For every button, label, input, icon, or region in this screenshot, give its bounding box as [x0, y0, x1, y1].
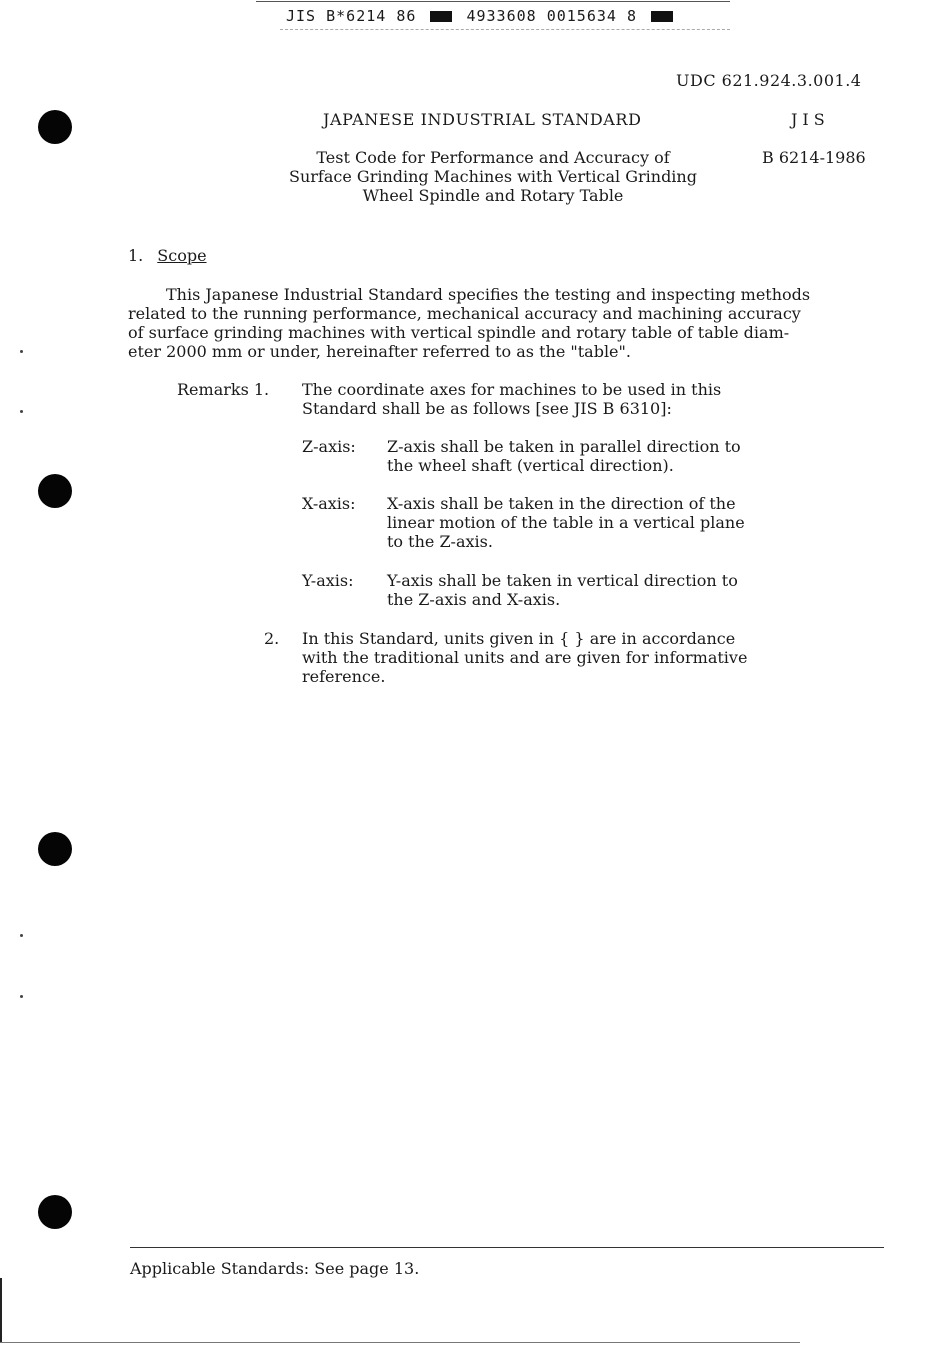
section-title: Scope [157, 246, 207, 265]
scan-speck [20, 934, 23, 937]
header-dash-rule [280, 29, 730, 30]
x-axis-label: X-axis: [302, 494, 356, 513]
axis-line: the wheel shaft (vertical direction). [387, 456, 674, 475]
footer-note: Applicable Standards: See page 13. [130, 1259, 420, 1278]
remark-line: with the traditional units and are given for informative [302, 648, 748, 667]
section-heading [128, 246, 207, 265]
scan-speck [20, 995, 23, 998]
document-title-line: Surface Grinding Machines with Vertical Grinding [289, 167, 697, 186]
punch-hole-icon [38, 110, 72, 144]
axis-line: Y-axis shall be taken in vertical direction to [387, 571, 738, 590]
remark-line: reference. [302, 667, 386, 686]
footer-rule [130, 1247, 884, 1248]
paragraph-line: of surface grinding machines with vertical spindle and rotary table of table diam- [128, 323, 790, 342]
y-axis-text [387, 571, 827, 609]
punch-hole-icon [38, 1195, 72, 1229]
paragraph-line: This Japanese Industrial Standard specifies the testing and inspecting methods [166, 285, 811, 304]
header-top-rule [256, 1, 730, 2]
barcode-block-icon [651, 11, 673, 22]
header-code [286, 7, 677, 25]
punch-hole-icon [38, 474, 72, 508]
axis-line: the Z-axis and X-axis. [387, 590, 561, 609]
axis-line: to the Z-axis. [387, 532, 493, 551]
remark-2-text [302, 629, 842, 686]
document-title [258, 148, 728, 205]
scan-speck [20, 350, 23, 353]
scan-speck [20, 410, 23, 413]
document-title-line: Wheel Spindle and Rotary Table [362, 186, 624, 205]
page-edge-bottom [0, 1342, 800, 1343]
jis-mark: JIS [791, 110, 830, 129]
remark-line: Standard shall be as follows [see JIS B 6310]: [302, 399, 672, 418]
z-axis-label: Z-axis: [302, 437, 356, 456]
section-number: 1. [128, 246, 144, 265]
punch-hole-icon [38, 832, 72, 866]
header-code-left: JIS B*6214 86 [286, 7, 417, 25]
y-axis-label: Y-axis: [302, 571, 354, 590]
header-code-mid: 4933608 0015634 8 [466, 7, 637, 25]
standard-title: JAPANESE INDUSTRIAL STANDARD [323, 110, 642, 129]
remark-line: In this Standard, units given in { } are in accordance [302, 629, 736, 648]
scope-paragraph [128, 285, 908, 361]
page-edge-left [0, 1278, 2, 1342]
barcode-block-icon [430, 11, 452, 22]
axis-line: X-axis shall be taken in the direction of the [387, 494, 736, 513]
axis-line: Z-axis shall be taken in parallel direction to [387, 437, 741, 456]
remark-line: The coordinate axes for machines to be used in this [302, 380, 722, 399]
remark-1-text [302, 380, 842, 418]
remark-2-number: 2. [264, 629, 280, 648]
udc-code: UDC 621.924.3.001.4 [676, 71, 862, 90]
x-axis-text [387, 494, 827, 551]
paragraph-line: related to the running performance, mechanical accuracy and machining accuracy [128, 304, 801, 323]
document-title-line: Test Code for Performance and Accuracy of [316, 148, 670, 167]
document-number: B 6214-1986 [762, 148, 866, 167]
paragraph-line: eter 2000 mm or under, hereinafter referred to as the "table". [128, 342, 631, 361]
remarks-label: Remarks 1. [177, 380, 270, 399]
z-axis-text [387, 437, 827, 475]
axis-line: linear motion of the table in a vertical plane [387, 513, 745, 532]
